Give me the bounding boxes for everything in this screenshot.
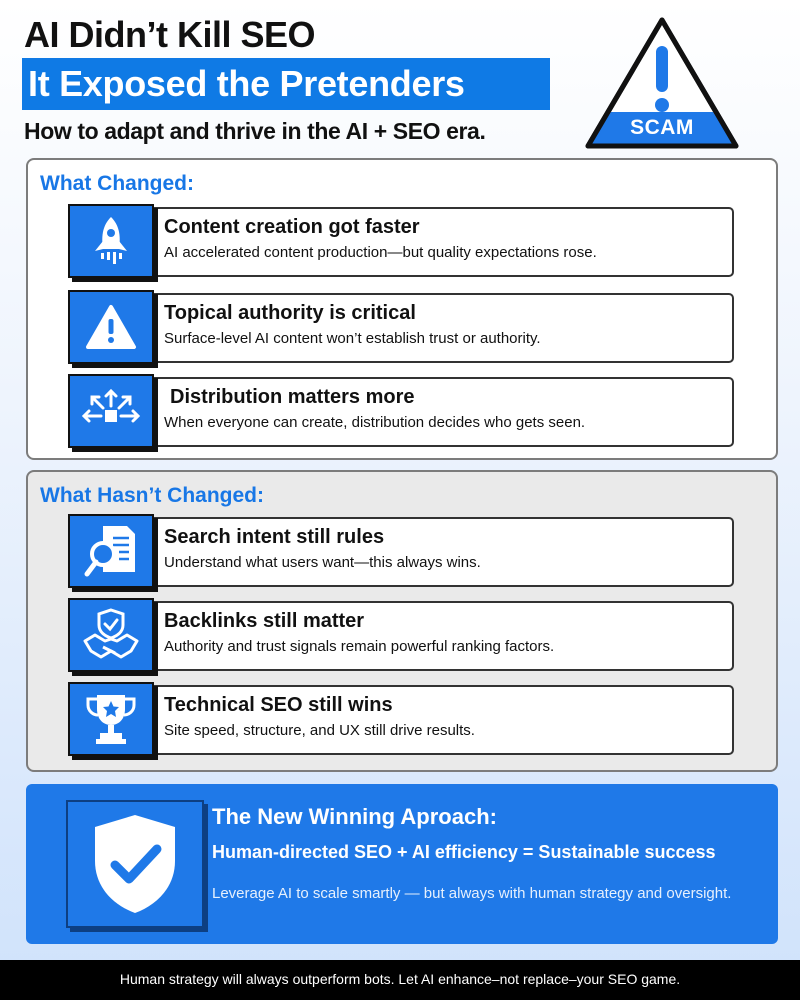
- item-title: Search intent still rules: [164, 526, 385, 548]
- approach-title: The New Winning Aproach:: [212, 804, 497, 829]
- item-title: Backlinks still matter: [164, 610, 365, 632]
- item-description: Surface-level AI content won’t establish trust or authority.: [164, 330, 541, 347]
- approach-description: Leverage AI to scale smartly — but always with human strategy and oversight.: [212, 885, 732, 902]
- item-description: Site speed, structure, and UX still drive results.: [164, 722, 475, 739]
- distribution-icon: [68, 374, 154, 448]
- search-document-icon: [68, 514, 154, 588]
- section-title: What Changed:: [40, 172, 194, 195]
- approach-equation: Human-directed SEO + AI efficiency = Sustainable success: [212, 842, 716, 862]
- list-item: [68, 514, 736, 588]
- what-hasnt-changed-section: [26, 470, 778, 772]
- approach-panel: [26, 784, 778, 944]
- warning-icon: [68, 290, 154, 364]
- footer-banner: Human strategy will always outperform bots. Let AI enhance–not replace–your SEO game.: [0, 960, 800, 1000]
- list-item: [68, 204, 736, 278]
- what-changed-section: [26, 158, 778, 460]
- handshake-shield-icon: [68, 598, 154, 672]
- item-description: Authority and trust signals remain powerful ranking factors.: [164, 638, 555, 655]
- page-title-line2: It Exposed the Pretenders: [22, 58, 550, 110]
- shield-check-icon: [66, 800, 204, 928]
- item-title: Content creation got faster: [164, 216, 420, 238]
- page-title-line1: AI Didn’t Kill SEO: [24, 14, 316, 55]
- list-item: [68, 290, 736, 364]
- item-description: When everyone can create, distribution decides who gets seen.: [164, 414, 586, 431]
- item-title: Distribution matters more: [170, 386, 415, 408]
- rocket-icon: [68, 204, 154, 278]
- section-title: What Hasn’t Changed:: [40, 484, 264, 507]
- list-item: [68, 682, 736, 756]
- list-item: [68, 374, 736, 448]
- list-item: [68, 598, 736, 672]
- trophy-icon: [68, 682, 154, 756]
- item-description: Understand what users want—this always wins.: [164, 554, 481, 571]
- item-description: AI accelerated content production—but quality expectations rose.: [164, 244, 597, 261]
- item-title: Topical authority is critical: [164, 302, 416, 324]
- page-subtitle: How to adapt and thrive in the AI + SEO era.: [24, 118, 486, 144]
- item-title: Technical SEO still wins: [164, 694, 393, 716]
- scam-badge: SCAM: [630, 116, 694, 139]
